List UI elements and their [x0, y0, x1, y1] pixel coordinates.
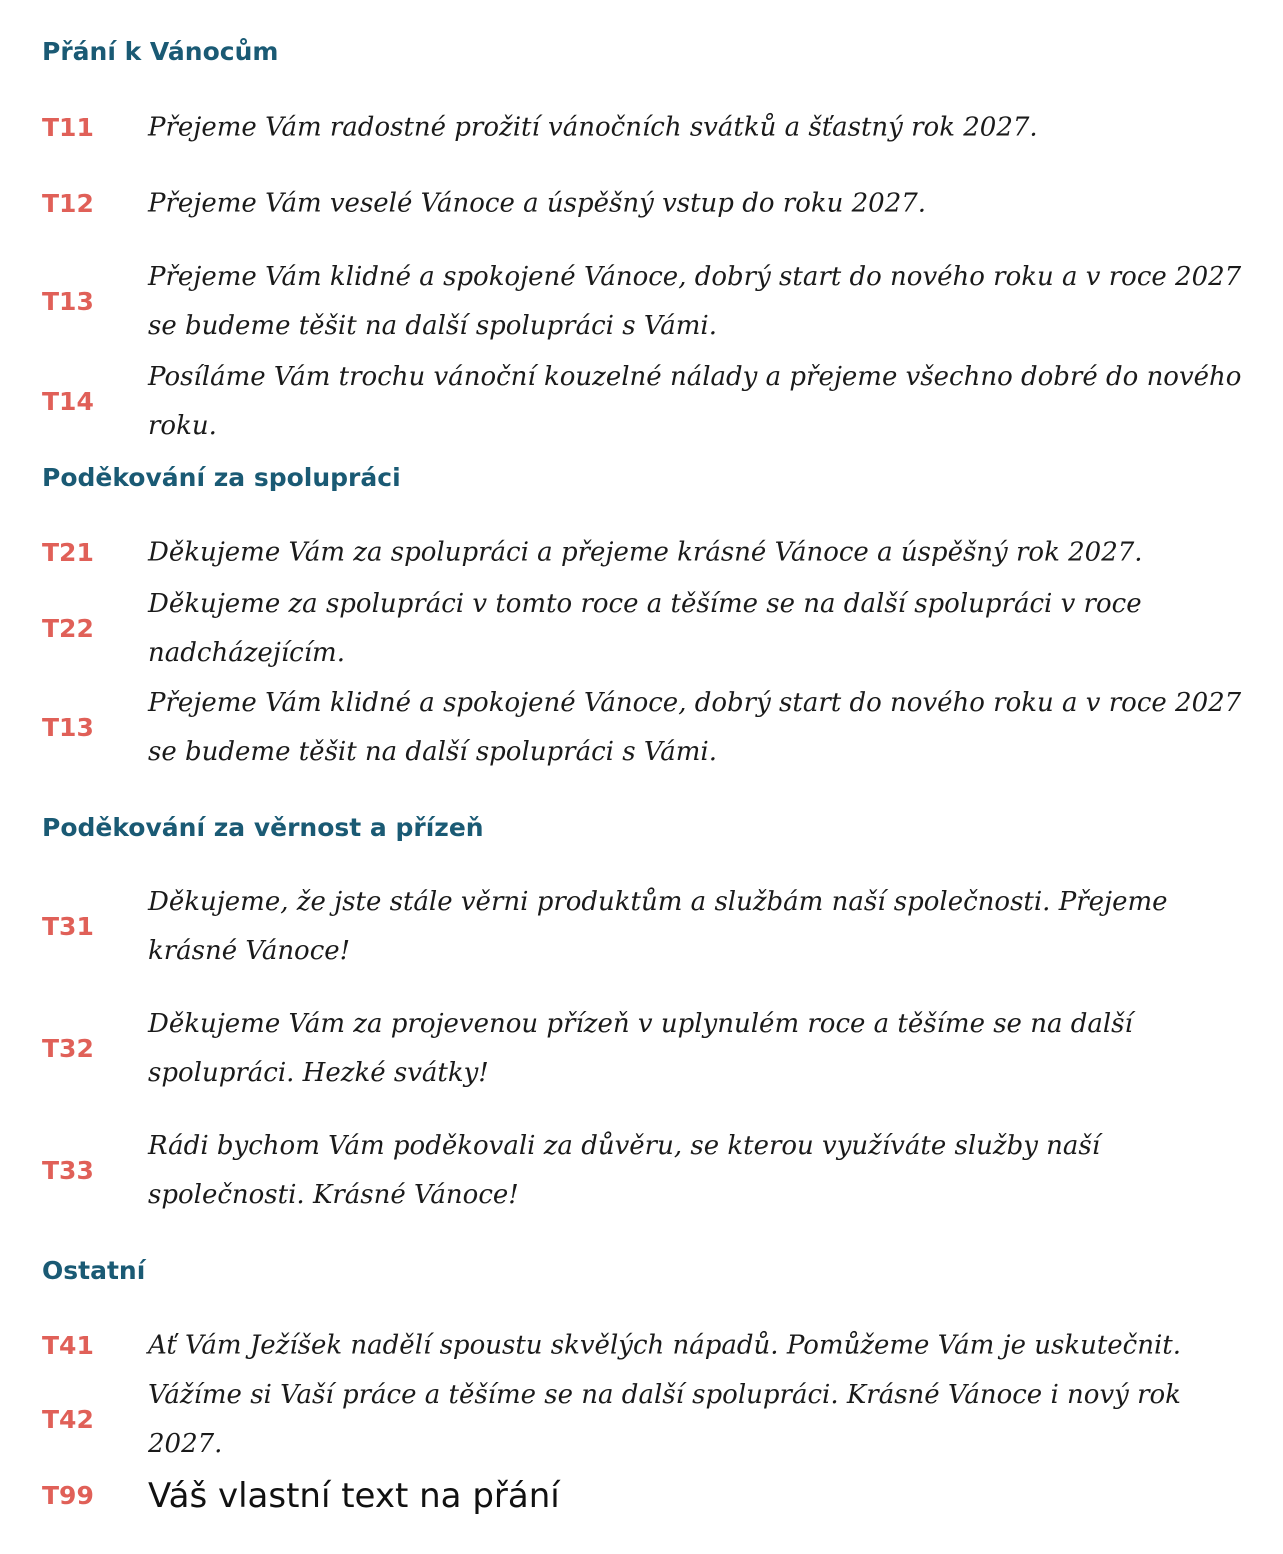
option-row-t12[interactable] [0, 174, 1283, 234]
option-text: Přejeme Vám radostné prožití vánočních svátků a šťastný rok 2027. [148, 112, 1038, 143]
option-row-t33[interactable] [0, 1121, 1283, 1221]
option-row-t22[interactable] [0, 589, 1283, 668]
option-text: Děkujeme za spolupráci v tomto roce a těšíme se na další spolupráci v roce nadcházejícím. [148, 589, 1142, 668]
option-text: Děkujeme Vám za projevenou přízeň v uplynulém roce a těšíme se na další spolupráci. Hezké svátky! [148, 1009, 1133, 1088]
option-code: T13 [42, 713, 94, 742]
option-text: Rádi bychom Vám poděkovali za důvěru, se kterou využíváte služby naší společnosti. Krásné Vánoce! [148, 1131, 1101, 1210]
option-row-t21[interactable] [0, 523, 1283, 583]
option-text: Posíláme Vám trochu vánoční kouzelné nálady a přejeme všechno dobré do nového roku. [148, 362, 1242, 441]
option-text: Ať Vám Ježíšek nadělí spoustu skvělých nápadů. Pomůžeme Vám je uskutečnit. [148, 1330, 1181, 1361]
option-code: T31 [42, 912, 94, 941]
option-text: Přejeme Vám klidné a spokojené Vánoce, dobrý start do nového roku a v roce 2027 se budeme těšit na další spolupráci s Vámi. [148, 688, 1242, 767]
option-code: T42 [42, 1405, 94, 1434]
option-row-t99[interactable] [0, 1470, 1283, 1522]
option-code: T13 [42, 287, 94, 316]
option-text: Vážíme si Vaší práce a těšíme se na další spolupráci. Krásné Vánoce i nový rok 2027. [148, 1380, 1181, 1459]
option-row-t11[interactable] [0, 98, 1283, 158]
option-row-t13-repeat[interactable] [0, 678, 1283, 778]
option-code: T99 [42, 1481, 94, 1510]
option-row-t14[interactable] [0, 362, 1283, 441]
option-row-t41[interactable] [0, 1318, 1283, 1374]
option-code: T21 [42, 538, 94, 567]
section-heading-christmas-wishes: Přání k Vánocům [42, 37, 279, 66]
option-code: T22 [42, 614, 94, 643]
section-heading-other: Ostatní [42, 1256, 146, 1285]
option-code: T33 [42, 1156, 94, 1185]
option-text: Přejeme Vám veselé Vánoce a úspěšný vstup do roku 2027. [148, 188, 927, 219]
option-text: Děkujeme, že jste stále věrni produktům a službám naší společnosti. Přejeme krásné Vánoce! [148, 887, 1168, 966]
option-text: Přejeme Vám klidné a spokojené Vánoce, dobrý start do nového roku a v roce 2027 se budeme těšit na další spolupráci s Vámi. [148, 262, 1242, 341]
custom-text-option: Váš vlastní text na přání [148, 1476, 560, 1516]
option-row-t13[interactable] [0, 252, 1283, 352]
section-heading-thanks-loyalty: Poděkování za věrnost a přízeň [42, 813, 484, 842]
option-code: T14 [42, 387, 94, 416]
option-row-t31[interactable] [0, 877, 1283, 977]
option-code: T12 [42, 189, 94, 218]
option-code: T11 [42, 113, 94, 142]
option-code: T32 [42, 1034, 94, 1063]
section-heading-thanks-cooperation: Poděkování za spolupráci [42, 463, 401, 492]
option-code: T41 [42, 1331, 94, 1360]
option-row-t32[interactable] [0, 999, 1283, 1099]
option-row-t42[interactable] [0, 1370, 1283, 1470]
option-text: Děkujeme Vám za spolupráci a přejeme krásné Vánoce a úspěšný rok 2027. [148, 537, 1143, 568]
